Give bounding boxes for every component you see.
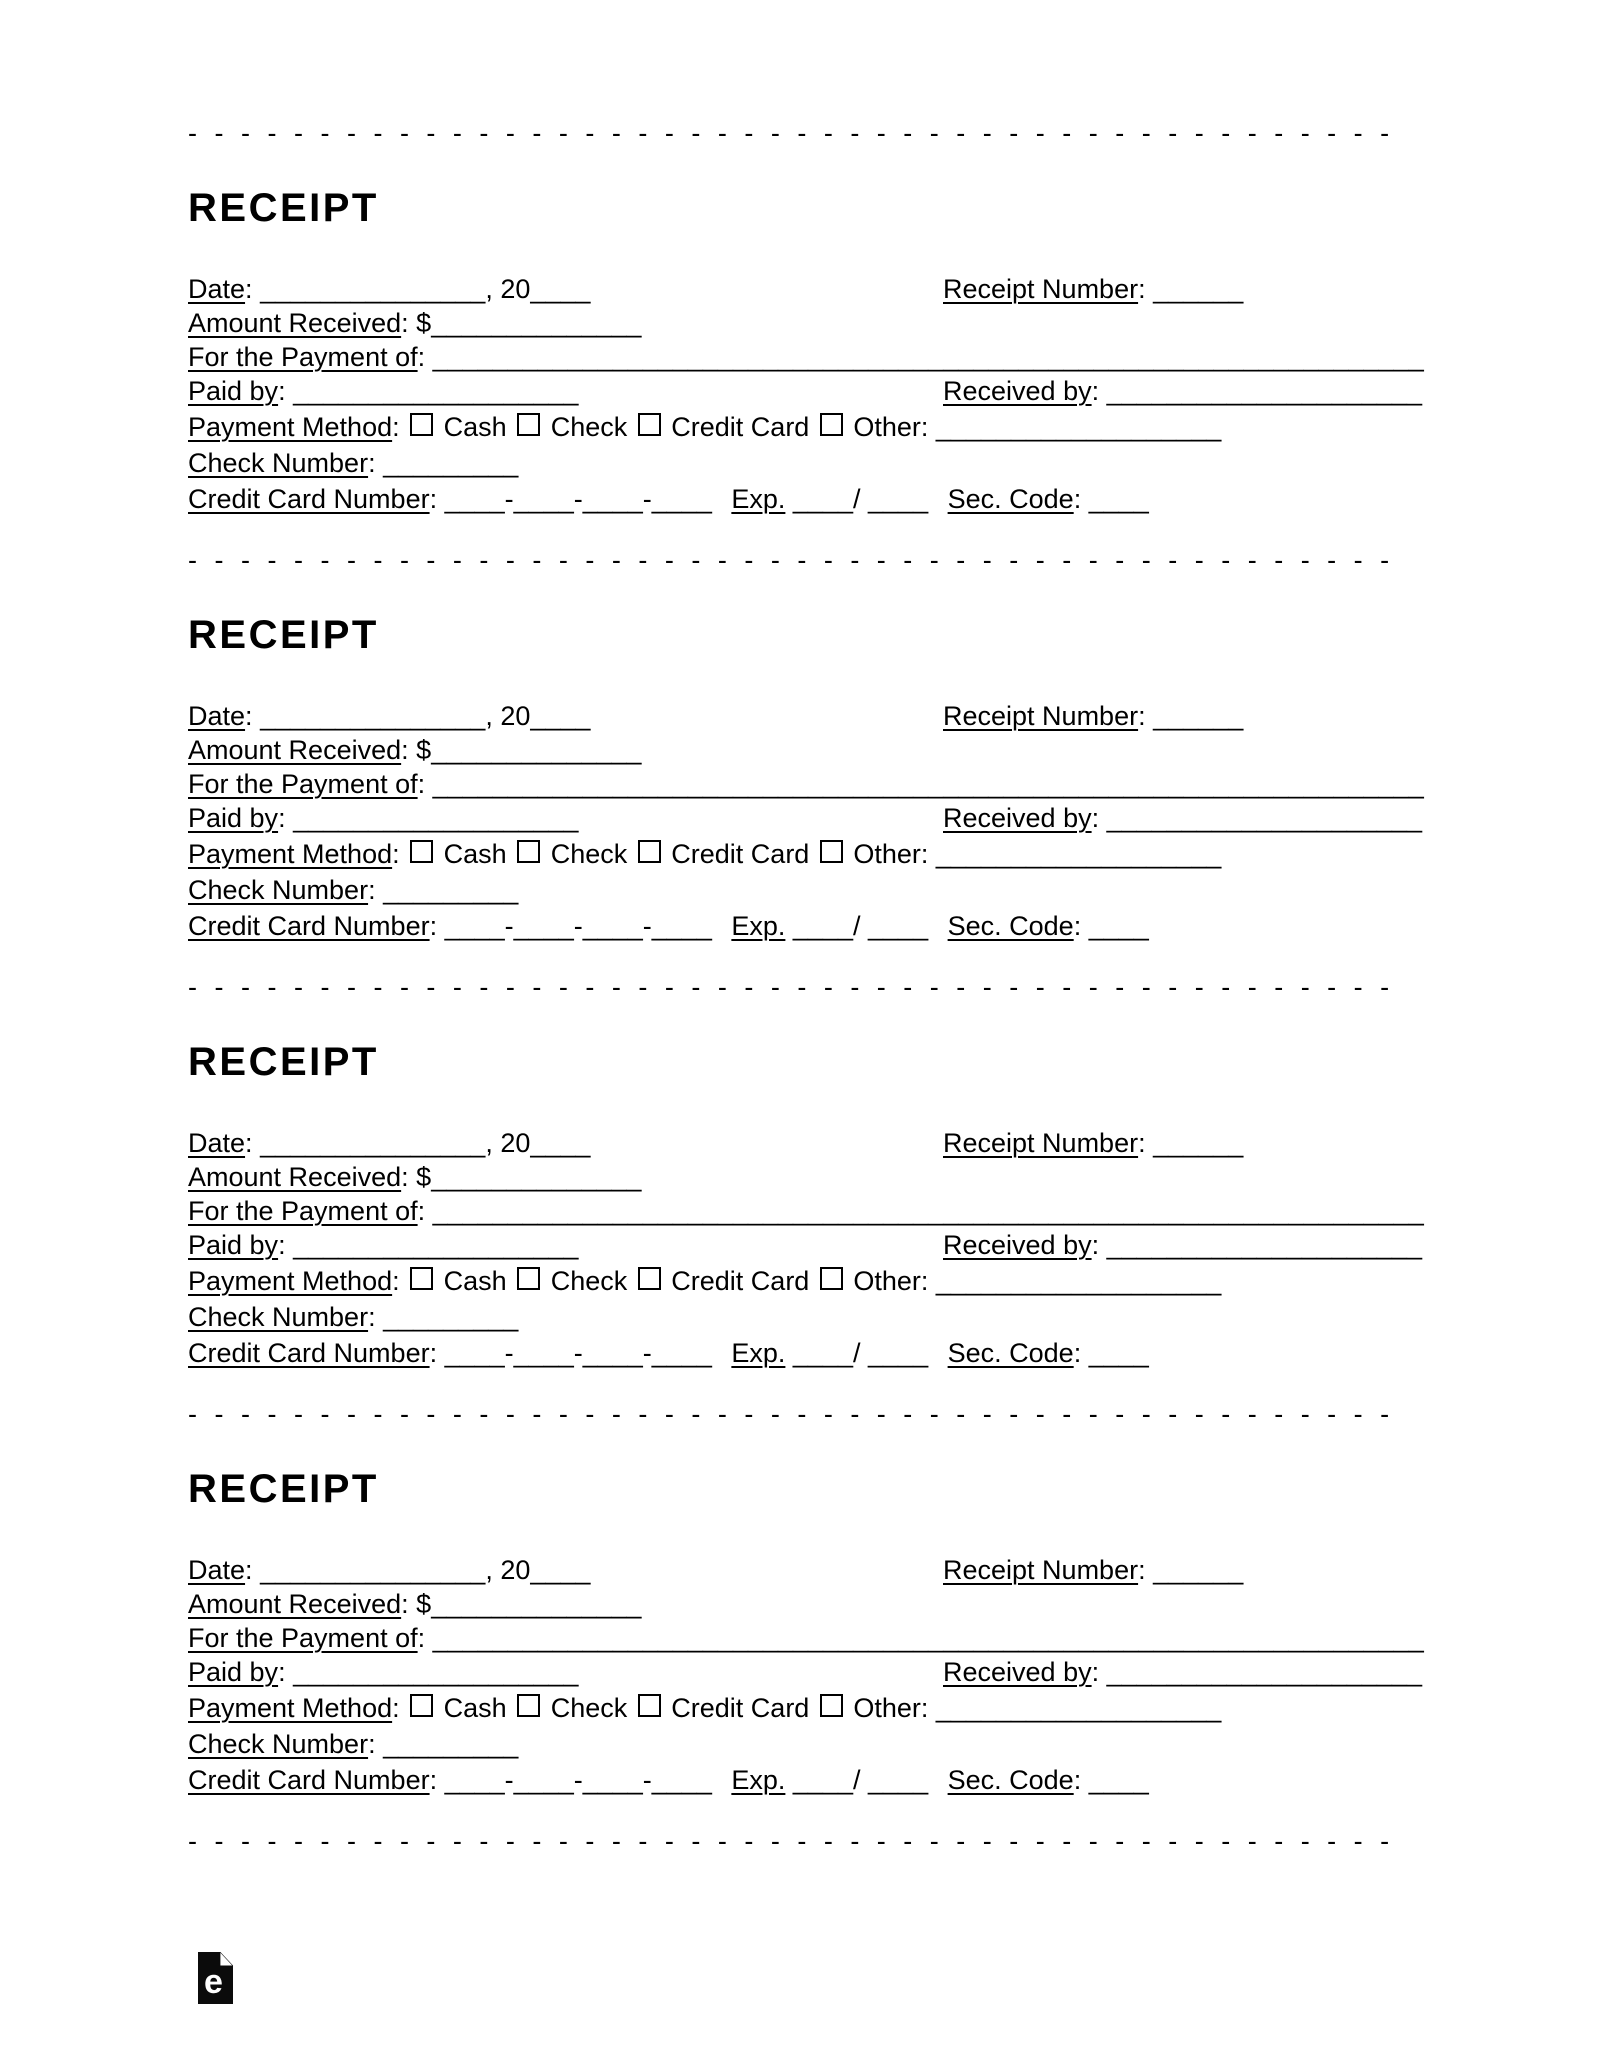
credit-card-label: Credit Card: [671, 412, 810, 442]
colon: :: [920, 1693, 929, 1723]
paid-by-blank: ___________________: [293, 376, 579, 406]
paid-by-row: [188, 374, 1430, 408]
credit-card-checkbox-icon[interactable]: [638, 1267, 661, 1290]
date-year-blank: ____: [530, 274, 591, 304]
paid-by-row: [188, 1655, 1430, 1689]
other-label: Other: [853, 839, 921, 869]
exp-month-blank: ____: [792, 911, 853, 941]
date-year-blank: ____: [530, 1555, 591, 1585]
received-by-blank: _____________________: [1106, 1657, 1422, 1687]
receipt-number-group: [943, 1553, 1243, 1587]
colon: :: [417, 342, 426, 372]
date-blank: _______________: [260, 701, 486, 731]
sec-code-label: Sec. Code: [947, 1338, 1074, 1368]
check-checkbox-icon[interactable]: [517, 1694, 540, 1717]
payment-of-blank: __________________________________________________________________: [432, 342, 1424, 372]
date-year-blank: ____: [530, 1128, 591, 1158]
colon: :: [245, 1555, 253, 1585]
payment-method-label: Payment Method: [188, 1266, 393, 1296]
colon: :: [368, 1302, 376, 1332]
check-number-row: [188, 1300, 1430, 1334]
exp-year-blank: ____: [868, 1765, 929, 1795]
credit-card-number-blank: ____-____-____-____: [444, 1338, 712, 1368]
other-checkbox-icon[interactable]: [820, 1267, 843, 1290]
colon: :: [368, 448, 376, 478]
amount-received-label: Amount Received: [188, 308, 402, 338]
colon: :: [392, 412, 400, 442]
colon: :: [429, 1765, 438, 1795]
check-checkbox-icon[interactable]: [517, 1267, 540, 1290]
credit-card-number-label: Credit Card Number: [188, 1765, 430, 1795]
cut-line-separator: - - - - - - - - - - - - - - - - - - - - - - - - - - - - - - - - - - - - - - - - - - - - - -: [188, 1401, 1395, 1428]
payment-of-label: For the Payment of: [188, 342, 418, 372]
paid-by-row: [188, 801, 1430, 835]
payment-method-row: [188, 410, 1430, 444]
amount-received-row: [188, 733, 1430, 767]
colon: :: [368, 1729, 376, 1759]
exp-slash: /: [852, 1765, 861, 1795]
cash-label: Cash: [443, 412, 507, 442]
payment-method-row: [188, 1691, 1430, 1725]
credit-card-number-row: [188, 909, 1430, 943]
exp-month-blank: ____: [792, 1338, 853, 1368]
other-checkbox-icon[interactable]: [820, 1694, 843, 1717]
cut-line-separator: - - - - - - - - - - - - - - - - - - - - - - - - - - - - - - - - - - - - - - - - - - - - - -: [188, 1828, 1395, 1855]
exp-label: Exp.: [731, 484, 786, 514]
colon: :: [429, 484, 438, 514]
cash-checkbox-icon[interactable]: [410, 1267, 433, 1290]
cash-label: Cash: [443, 1693, 507, 1723]
check-label: Check: [550, 412, 628, 442]
check-label: Check: [550, 1266, 628, 1296]
credit-card-number-blank: ____-____-____-____: [444, 1765, 712, 1795]
paid-by-row: [188, 1228, 1430, 1262]
colon: :: [278, 1657, 286, 1687]
receipt-number-blank: ______: [1153, 1555, 1244, 1585]
receipt-block: [188, 120, 1430, 547]
payment-of-label: For the Payment of: [188, 769, 418, 799]
received-by-label: Received by: [943, 376, 1092, 406]
colon: :: [1073, 1765, 1082, 1795]
date-row: [188, 699, 1430, 733]
check-number-row: [188, 446, 1430, 480]
date-blank: _______________: [260, 1555, 486, 1585]
paid-by-blank: ___________________: [293, 1230, 579, 1260]
received-by-blank: _____________________: [1106, 376, 1422, 406]
exp-label: Exp.: [731, 1338, 786, 1368]
other-checkbox-icon[interactable]: [820, 413, 843, 436]
received-by-blank: _____________________: [1106, 1230, 1422, 1260]
amount-blank: ______________: [431, 1162, 642, 1192]
credit-card-number-label: Credit Card Number: [188, 484, 430, 514]
colon: :: [920, 412, 929, 442]
check-checkbox-icon[interactable]: [517, 840, 540, 863]
credit-card-number-row: [188, 1763, 1430, 1797]
payment-method-row: [188, 837, 1430, 871]
payment-of-row: [188, 767, 1430, 801]
exp-slash: /: [852, 484, 861, 514]
payment-of-row: [188, 1194, 1430, 1228]
colon: :: [278, 376, 286, 406]
check-number-blank: _________: [383, 1729, 519, 1759]
amount-received-label: Amount Received: [188, 735, 402, 765]
colon: :: [401, 308, 409, 338]
credit-card-number-blank: ____-____-____-____: [444, 911, 712, 941]
received-by-label: Received by: [943, 803, 1092, 833]
sec-code-blank: ____: [1088, 1338, 1149, 1368]
colon: :: [278, 803, 286, 833]
received-by-group: [943, 374, 1422, 408]
colon: :: [1138, 1128, 1146, 1158]
cash-checkbox-icon[interactable]: [410, 1694, 433, 1717]
colon: :: [1073, 1338, 1082, 1368]
receipt-block: [188, 974, 1430, 1401]
amount-received-label: Amount Received: [188, 1589, 402, 1619]
colon: :: [278, 1230, 286, 1260]
paid-by-label: Paid by: [188, 376, 279, 406]
date-year-prefix: , 20: [485, 1128, 531, 1158]
colon: :: [392, 1693, 400, 1723]
date-year-prefix: , 20: [485, 274, 531, 304]
colon: :: [1073, 911, 1082, 941]
colon: :: [401, 735, 409, 765]
colon: :: [417, 1196, 426, 1226]
colon: :: [429, 1338, 438, 1368]
date-row: [188, 1126, 1430, 1160]
amount-received-label: Amount Received: [188, 1162, 402, 1192]
colon: :: [1091, 803, 1100, 833]
exp-year-blank: ____: [868, 1338, 929, 1368]
sec-code-label: Sec. Code: [947, 1765, 1074, 1795]
colon: :: [392, 839, 400, 869]
cut-line-separator: - - - - - - - - - - - - - - - - - - - - - - - - - - - - - - - - - - - - - - - - - - - - - -: [188, 120, 1395, 147]
check-number-row: [188, 873, 1430, 907]
received-by-group: [943, 801, 1422, 835]
payment-method-label: Payment Method: [188, 839, 393, 869]
received-by-label: Received by: [943, 1657, 1092, 1687]
amount-received-row: [188, 306, 1430, 340]
colon: :: [1138, 1555, 1146, 1585]
sec-code-blank: ____: [1088, 484, 1149, 514]
receipt-title: RECEIPT: [188, 1040, 379, 1084]
colon: :: [245, 274, 253, 304]
other-blank: ___________________: [935, 412, 1222, 442]
cut-line-separator: - - - - - - - - - - - - - - - - - - - - - - - - - - - - - - - - - - - - - - - - - - - - - -: [188, 547, 1395, 574]
receipt-number-blank: ______: [1153, 274, 1244, 304]
credit-card-number-blank: ____-____-____-____: [444, 484, 712, 514]
paid-by-label: Paid by: [188, 1657, 279, 1687]
received-by-group: [943, 1228, 1422, 1262]
date-year-prefix: , 20: [485, 701, 531, 731]
payment-method-label: Payment Method: [188, 1693, 393, 1723]
receipt-number-label: Receipt Number: [943, 701, 1139, 731]
exp-month-blank: ____: [792, 1765, 853, 1795]
paid-by-blank: ___________________: [293, 1657, 579, 1687]
receipt-title: RECEIPT: [188, 1467, 379, 1511]
check-checkbox-icon[interactable]: [517, 413, 540, 436]
date-label: Date: [188, 701, 246, 731]
check-number-label: Check Number: [188, 875, 369, 905]
check-number-blank: _________: [383, 875, 519, 905]
exp-year-blank: ____: [868, 484, 929, 514]
receipt-title: RECEIPT: [188, 186, 379, 230]
receipts-container: [188, 120, 1430, 1828]
colon: :: [245, 1128, 253, 1158]
currency-symbol: $: [416, 1589, 432, 1619]
exp-label: Exp.: [731, 1765, 786, 1795]
colon: :: [245, 701, 253, 731]
receipt-number-group: [943, 699, 1243, 733]
cash-label: Cash: [443, 839, 507, 869]
check-number-row: [188, 1727, 1430, 1761]
check-number-label: Check Number: [188, 1729, 369, 1759]
payment-of-row: [188, 340, 1430, 374]
receipt-number-group: [943, 1126, 1243, 1160]
credit-card-label: Credit Card: [671, 839, 810, 869]
check-label: Check: [550, 839, 628, 869]
sec-code-label: Sec. Code: [947, 911, 1074, 941]
colon: :: [368, 875, 376, 905]
received-by-group: [943, 1655, 1422, 1689]
cash-label: Cash: [443, 1266, 507, 1296]
amount-blank: ______________: [431, 1589, 642, 1619]
payment-method-label: Payment Method: [188, 412, 393, 442]
check-number-label: Check Number: [188, 1302, 369, 1332]
colon: :: [401, 1162, 409, 1192]
credit-card-number-row: [188, 482, 1430, 516]
colon: :: [401, 1589, 409, 1619]
colon: :: [417, 1623, 426, 1653]
amount-blank: ______________: [431, 735, 642, 765]
amount-received-row: [188, 1587, 1430, 1621]
receipt-number-blank: ______: [1153, 1128, 1244, 1158]
credit-card-checkbox-icon[interactable]: [638, 840, 661, 863]
date-row: [188, 272, 1430, 306]
credit-card-number-label: Credit Card Number: [188, 1338, 430, 1368]
other-label: Other: [853, 1693, 921, 1723]
credit-card-label: Credit Card: [671, 1266, 810, 1296]
paid-by-label: Paid by: [188, 803, 279, 833]
payment-of-row: [188, 1621, 1430, 1655]
colon: :: [920, 1266, 929, 1296]
sec-code-blank: ____: [1088, 1765, 1149, 1795]
sec-code-blank: ____: [1088, 911, 1149, 941]
date-row: [188, 1553, 1430, 1587]
other-checkbox-icon[interactable]: [820, 840, 843, 863]
amount-received-row: [188, 1160, 1430, 1194]
other-blank: ___________________: [935, 1693, 1222, 1723]
sec-code-label: Sec. Code: [947, 484, 1074, 514]
colon: :: [1138, 274, 1146, 304]
check-number-label: Check Number: [188, 448, 369, 478]
credit-card-checkbox-icon[interactable]: [638, 1694, 661, 1717]
currency-symbol: $: [416, 735, 432, 765]
check-number-blank: _________: [383, 1302, 519, 1332]
eforms-logo: [198, 1952, 233, 2004]
date-label: Date: [188, 274, 246, 304]
exp-slash: /: [852, 1338, 861, 1368]
date-label: Date: [188, 1128, 246, 1158]
payment-of-blank: __________________________________________________________________: [432, 769, 1424, 799]
date-year-blank: ____: [530, 701, 591, 731]
date-blank: _______________: [260, 274, 486, 304]
colon: :: [417, 769, 426, 799]
payment-of-label: For the Payment of: [188, 1623, 418, 1653]
exp-month-blank: ____: [792, 484, 853, 514]
date-year-prefix: , 20: [485, 1555, 531, 1585]
credit-card-label: Credit Card: [671, 1693, 810, 1723]
amount-blank: ______________: [431, 308, 642, 338]
colon: :: [1091, 1657, 1100, 1687]
credit-card-number-label: Credit Card Number: [188, 911, 430, 941]
other-blank: ___________________: [935, 839, 1222, 869]
colon: :: [1073, 484, 1082, 514]
cash-checkbox-icon[interactable]: [410, 840, 433, 863]
colon: :: [1091, 1230, 1100, 1260]
exp-slash: /: [852, 911, 861, 941]
colon: :: [1138, 701, 1146, 731]
receipt-title: RECEIPT: [188, 613, 379, 657]
payment-of-label: For the Payment of: [188, 1196, 418, 1226]
colon: :: [1091, 376, 1100, 406]
check-label: Check: [550, 1693, 628, 1723]
received-by-blank: _____________________: [1106, 803, 1422, 833]
receipt-number-label: Receipt Number: [943, 1128, 1139, 1158]
other-label: Other: [853, 412, 921, 442]
receipt-number-group: [943, 272, 1243, 306]
other-label: Other: [853, 1266, 921, 1296]
credit-card-checkbox-icon[interactable]: [638, 413, 661, 436]
receipt-number-label: Receipt Number: [943, 274, 1139, 304]
page-content: [188, 120, 1430, 1855]
paid-by-label: Paid by: [188, 1230, 279, 1260]
eforms-logo-letter: e: [203, 1962, 223, 2001]
cut-line-separator: - - - - - - - - - - - - - - - - - - - - - - - - - - - - - - - - - - - - - - - - - - - - - -: [188, 974, 1395, 1001]
date-blank: _______________: [260, 1128, 486, 1158]
receipt-block: [188, 547, 1430, 974]
received-by-label: Received by: [943, 1230, 1092, 1260]
colon: :: [392, 1266, 400, 1296]
receipt-number-blank: ______: [1153, 701, 1244, 731]
other-blank: ___________________: [935, 1266, 1222, 1296]
payment-method-row: [188, 1264, 1430, 1298]
colon: :: [920, 839, 929, 869]
payment-of-blank: __________________________________________________________________: [432, 1196, 1424, 1226]
date-label: Date: [188, 1555, 246, 1585]
credit-card-number-row: [188, 1336, 1430, 1370]
paid-by-blank: ___________________: [293, 803, 579, 833]
check-number-blank: _________: [383, 448, 519, 478]
exp-year-blank: ____: [868, 911, 929, 941]
receipt-block: [188, 1401, 1430, 1828]
exp-label: Exp.: [731, 911, 786, 941]
payment-of-blank: __________________________________________________________________: [432, 1623, 1424, 1653]
colon: :: [429, 911, 438, 941]
currency-symbol: $: [416, 1162, 432, 1192]
receipt-number-label: Receipt Number: [943, 1555, 1139, 1585]
cash-checkbox-icon[interactable]: [410, 413, 433, 436]
currency-symbol: $: [416, 308, 432, 338]
